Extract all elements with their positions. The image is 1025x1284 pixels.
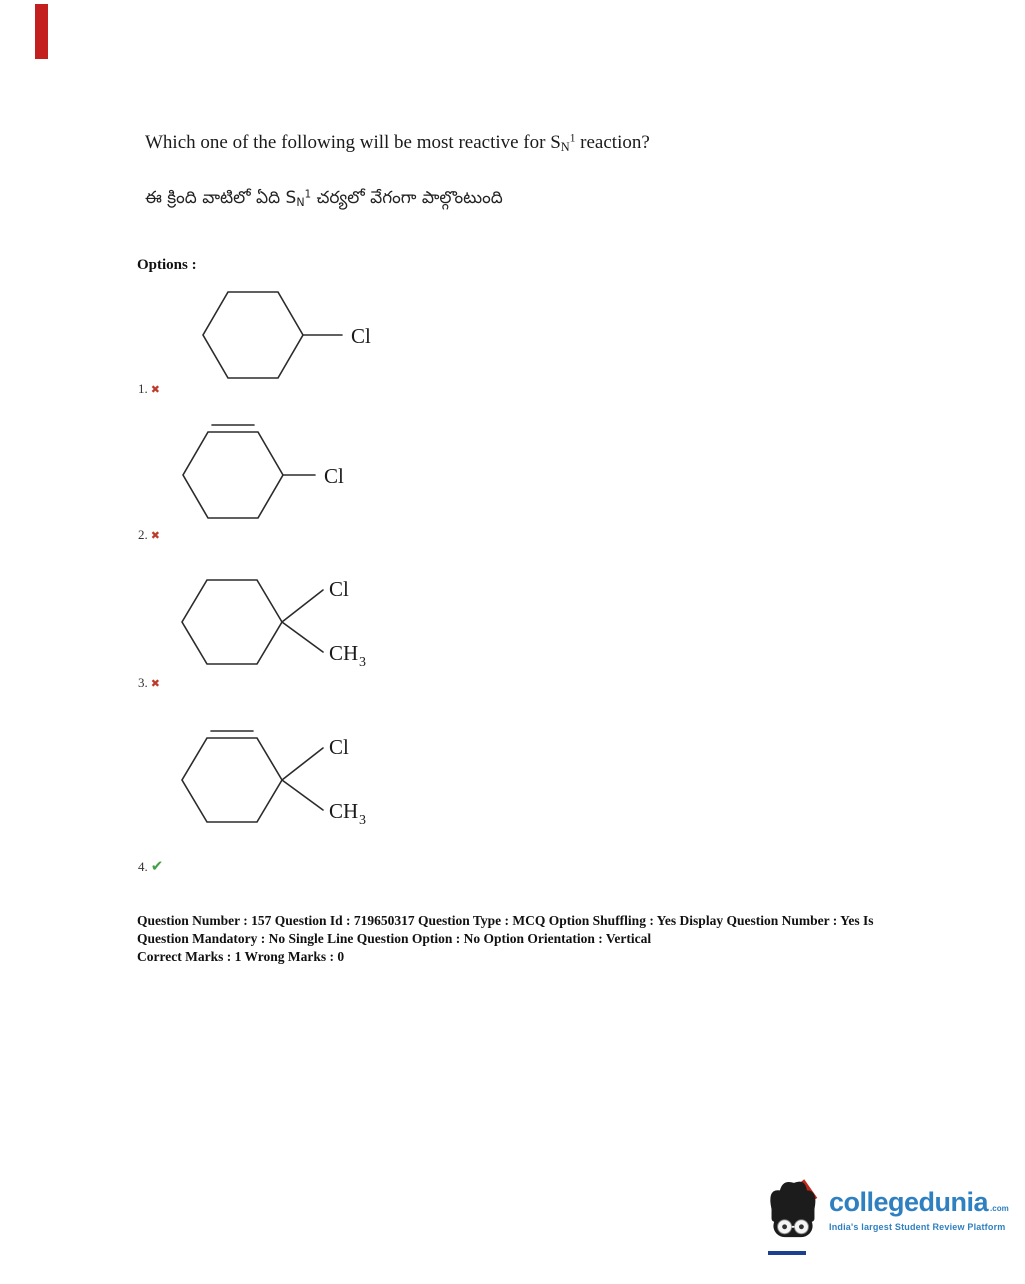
brand-tagline: India's largest Student Review Platform — [829, 1222, 1006, 1232]
left-eye — [782, 1224, 787, 1229]
correct-answer-icon: ✔ — [150, 859, 164, 875]
question-en-post: reaction? — [575, 132, 650, 153]
cl-label: Cl — [329, 735, 349, 759]
logo-dotcom-suffix: .com — [990, 1204, 1009, 1213]
option-2-number: 2. — [138, 527, 148, 542]
brand-text-block — [829, 1175, 1009, 1232]
wrong-answer-icon: ✖ — [150, 678, 160, 690]
option-3-number: 3. — [138, 675, 148, 690]
collegedunia-logo-text: collegedunia — [829, 1187, 989, 1217]
sn-superscript: 1 — [569, 132, 576, 145]
option-3-label — [138, 675, 160, 691]
option-4-label — [138, 857, 163, 876]
wrong-answer-icon: ✖ — [150, 384, 160, 396]
option-2-label — [138, 527, 160, 543]
marks-text: Correct Marks : 1 Wrong Marks : 0 — [137, 949, 345, 964]
cl-label: Cl — [329, 577, 349, 601]
sn-superscript-te: 1 — [304, 189, 312, 201]
cyclohexane-ring — [182, 580, 323, 664]
cyclohexane-ring — [203, 292, 342, 378]
question-te-pre: ఈ క్రింది వాటిలో ఏది S — [145, 188, 297, 208]
question-text-english — [145, 132, 650, 155]
top-red-accent-bar — [35, 4, 48, 59]
collegedunia-branding — [765, 1175, 1015, 1245]
wrong-answer-icon: ✖ — [150, 530, 160, 542]
ch-label: CH — [329, 641, 359, 665]
question-en-pre: Which one of the following will be most reactive for S — [145, 132, 561, 153]
logo-underline-bar — [768, 1251, 806, 1255]
sn-subscript: N — [560, 140, 570, 155]
ch-subscript-label: 3 — [359, 813, 366, 828]
option-1-number: 1. — [138, 381, 148, 396]
cl-label: Cl — [351, 324, 371, 348]
structure-option-4-chloro-methylcyclohexene — [147, 718, 397, 848]
question-te-post: చర్యలో వేగంగా పాల్గొంటుంది — [311, 188, 503, 208]
structure-option-1-chlorocyclohexane — [158, 283, 398, 393]
options-heading: Options : — [137, 257, 197, 273]
question-text-telugu — [145, 188, 503, 212]
right-eye — [799, 1224, 804, 1229]
collegedunia-mascot-icon — [765, 1175, 821, 1245]
option-1-label — [138, 381, 160, 397]
cyclohexene-ring — [183, 425, 315, 518]
ch-label: CH — [329, 799, 359, 823]
option-4-number: 4. — [138, 859, 148, 874]
cyclohexene-ring — [182, 731, 323, 822]
ch-subscript-label: 3 — [359, 655, 366, 670]
cl-label: Cl — [324, 464, 344, 488]
question-metadata-text: Question Number : 157 Question Id : 719650317 Question Type : MCQ Option Shuffling : Yes Display Question Number : Yes Is Question Mandatory : No Single Line Question Option : No Option Orientation : Vertical — [137, 913, 874, 947]
sn-subscript-te: N — [296, 195, 305, 209]
structure-option-3-chloro-methylcyclohexane — [147, 560, 397, 690]
structure-option-2-chlorocyclohexene — [138, 417, 378, 535]
